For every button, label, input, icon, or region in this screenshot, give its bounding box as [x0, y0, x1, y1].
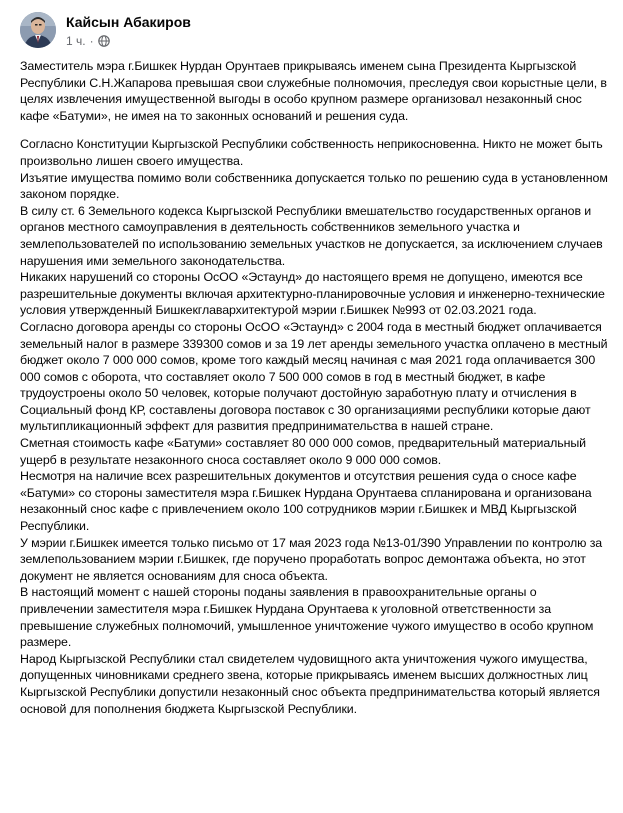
avatar[interactable]	[20, 12, 56, 48]
post-paragraph: Сметная стоимость кафе «Батуми» составляет 80 000 000 сомов, предварительный материальный ущерб в результате незаконного сноса составляет около 9 000 000 сомов.	[20, 436, 586, 467]
paragraph-gap	[20, 124, 610, 136]
separator-dot: ·	[89, 33, 94, 48]
avatar-image	[20, 12, 56, 48]
post-paragraph: В настоящий момент с нашей стороны поданы заявления в правоохранительные органы о привлечении заместителя мэра г.Бишкек Нурдана Орунтаева к уголовной ответственности за превышение служебных полномочий, умышленное уничтожение чужого имущество в особо крупном размере.	[20, 585, 594, 650]
post-subline	[66, 34, 191, 48]
post-paragraph: Заместитель мэра г.Бишкек Нурдан Орунтаев прикрываясь именем сына Президента Кыргызской Республики С.Н.Жапарова превышая свои служебные полномочия, преследуя свои корыстные цели, в целях извлечения имущественной выгоды в особо крупном размере организовал незаконный снос кафе «Батуми», не имея на то законных оснований и решения суда.	[20, 59, 607, 123]
post-paragraph: Согласно договора аренды со стороны ОсОО «Эстаунд» с 2004 года в местный бюджет оплачивается земельный налог в размере 339300 сомов и за 19 лет аренды земельного участка оплачено в местный бюджет около 7 000 000 сомов, кроме того каждый месяц начиная с мая 2021 года оплачивается 300 000 сомов с оборота, что составляет около 7 500 000 сомов в год в местный бюджет, в кафе трудоустроены около 50 человек, которые получают достойную заработную плату и отчисления в Социальный фонд КР, составлены договора поставок с 30 организациями республики которые дают мультипликационный эффект для развития предпринимательства в нашей стране.	[20, 319, 608, 434]
post-paragraph: У мэрии г.Бишкек имеется только письмо от 17 мая 2023 года №13-01/390 Управлении по контролю за землепользованием мэрии г.Бишкек, где поручено проработать вопрос демонтажа объекта, но этот документ не является основаниям для сноса объекта.	[20, 535, 603, 583]
globe-icon[interactable]	[98, 35, 110, 47]
post-body	[20, 58, 610, 717]
post-paragraph: Народ Кыргызской Республики стал свидетелем чудовищного акта уничтожения чужого имущества, допущенных чиновниками среднего звена, которые прикрываясь именем высших должностных лиц Кыргызской Республики допустили незаконный снос объекта предпринимательства который является основой для пополнения бюджета Кыргызской Республики.	[20, 651, 600, 716]
post-paragraph: Несмотря на наличие всех разрешительных документов и отсутствия решения суда о сносе кафе «Батуми» со стороны заместителя мэра г.Бишкек Нурдана Орунтаева спланирована и организована незаконный снос кафе с привлечением около 100 сотрудников мэрии г.Бишкек и МВД Кыргызской Республики.	[20, 469, 592, 534]
post-meta	[66, 13, 191, 48]
post-timestamp[interactable]: 1 ч.	[66, 33, 86, 48]
post-paragraph: Изъятие имущества помимо воли собственника допускается только по решению суда в установленном законом порядке.	[20, 170, 608, 202]
post-paragraph: В силу ст. 6 Земельного кодекса Кыргызской Республики вмешательство государственных органов и органов местного самоуправления в деятельность собственников земельного участка и землепользователей по использованию земельных участков не допускается, за исключением случаев нарушения ими земельного законодательства.	[20, 203, 603, 268]
author-name[interactable]: Кайсын Абакиров	[66, 13, 191, 30]
post-header	[20, 10, 191, 50]
post-paragraph: Согласно Конституции Кыргызской Республики собственность неприкосновенна. Никто не может быть произвольно лишен своего имущества.	[20, 137, 603, 168]
post-paragraph: Никаких нарушений со стороны ОсОО «Эстаунд» до настоящего время не допущено, имеются все разрешительные документы включая архитектурно-планировочные условия и инженерно-технические условия утвержденный Бишкекглавархитектурой мэрии г.Бишкек №993 от 02.03.2021 года.	[20, 270, 605, 318]
